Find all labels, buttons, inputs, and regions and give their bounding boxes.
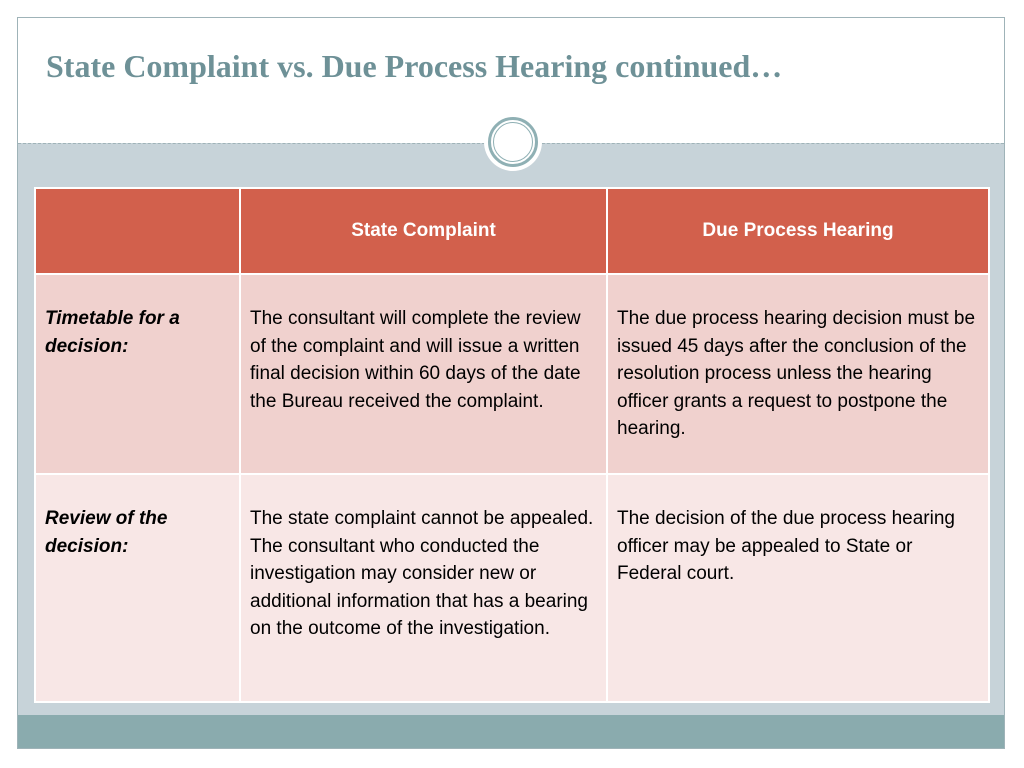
row-label-cell [35, 274, 240, 474]
row-label: Timetable for a decision: [45, 308, 180, 357]
state-complaint-text: The state complaint cannot be appealed. The consultant who conducted the investigation may consider new or additional information that has a bearing on the outcome of the investigation. [250, 508, 594, 639]
table-header-row [35, 188, 989, 274]
header-cell-empty [35, 188, 240, 274]
slide-title: State Complaint vs. Due Process Hearing continued… [46, 48, 783, 84]
due-process-hearing-cell [607, 274, 989, 474]
bottom-bar [18, 715, 1004, 748]
due-process-hearing-text: The due process hearing decision must be issued 45 days after the conclusion of the resolution process unless the hearing officer grants a request to postpone the hearing. [617, 308, 976, 439]
state-complaint-text: The consultant will complete the review of the complaint and will issue a written final decision within 60 days of the date the Bureau received the complaint. [250, 308, 581, 412]
comparison-table [34, 187, 990, 703]
comparison-table-container [34, 187, 990, 703]
due-process-hearing-cell [607, 474, 989, 702]
inner-circle-ornament-icon [493, 122, 533, 162]
state-complaint-cell [240, 474, 607, 702]
header-cell-due-process-hearing: Due Process Hearing [607, 188, 989, 274]
due-process-hearing-text: The decision of the due process hearing officer may be appealed to State or Federal court. [617, 508, 955, 584]
header-cell-state-complaint: State Complaint [240, 188, 607, 274]
row-label-cell [35, 474, 240, 702]
row-label: Review of the decision: [45, 508, 168, 557]
table-row [35, 474, 989, 702]
table-row [35, 274, 989, 474]
slide [17, 17, 1005, 749]
state-complaint-cell [240, 274, 607, 474]
